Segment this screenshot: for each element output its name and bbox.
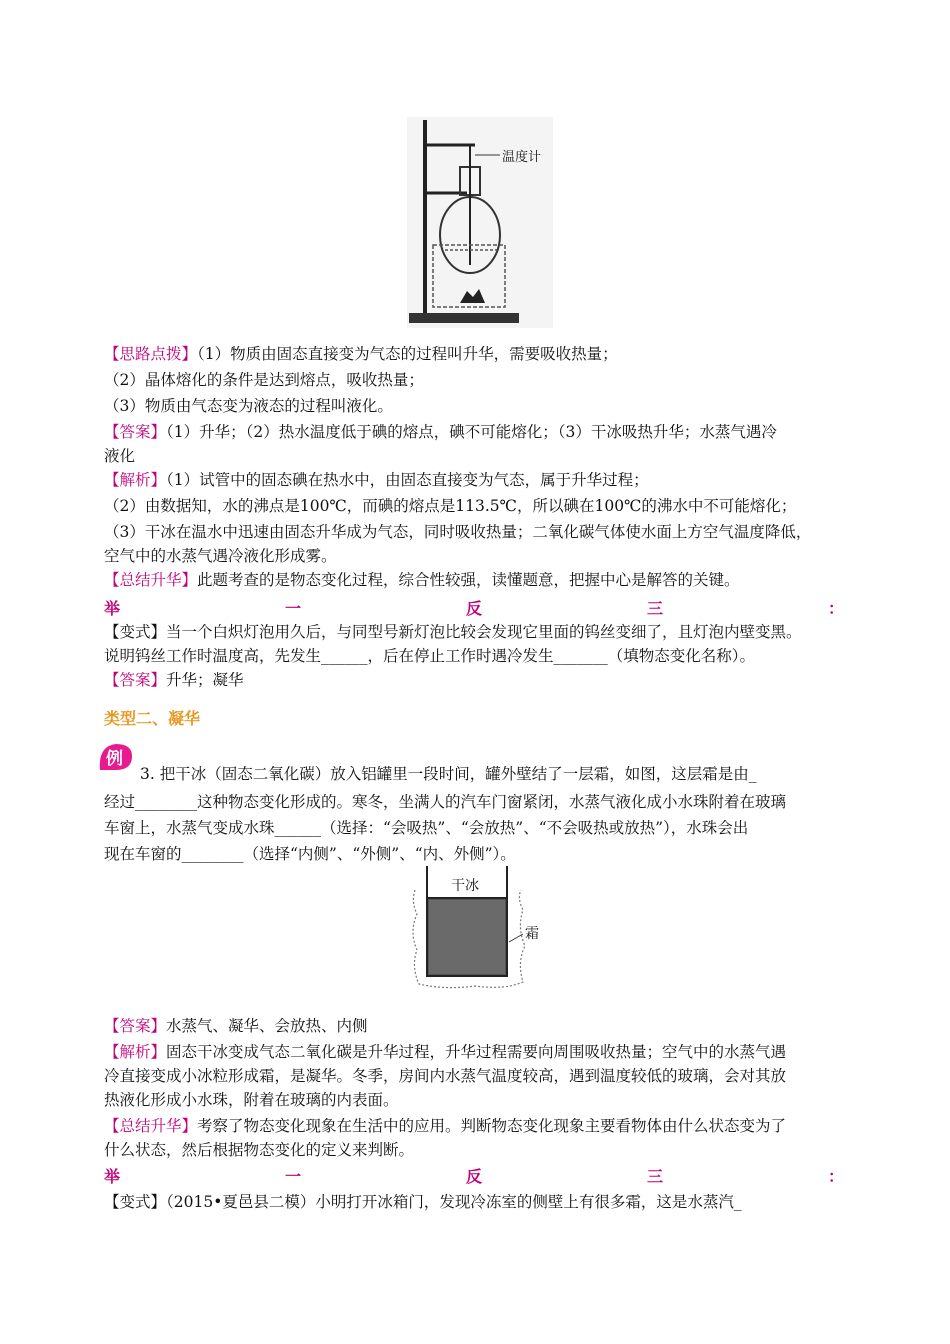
variant-line-2: 说明钨丝工作时温度高，先发生______，后在停止工作时遇冷发生_______（填物态变化名称）。	[104, 647, 756, 665]
hint-line-3: （3）物质由气态变为液态的过程叫液化。	[104, 397, 393, 415]
variant-answer-tag: 【答案】	[104, 671, 167, 689]
example-badge	[96, 740, 136, 774]
apparatus-figure	[405, 115, 555, 330]
dry-ice-label: 干冰	[451, 878, 479, 894]
variant2-tag: 【变式】	[104, 1193, 167, 1211]
variant2-line: 【变式】（2015•夏邑县二模）小明打开冰箱门，发现冷冻室的侧壁上有很多霜，这是水蒸汽_	[104, 1193, 742, 1211]
analysis-line-4: 空气中的水蒸气遇冷液化形成雾。	[104, 547, 337, 565]
frost-label: 霜	[525, 926, 539, 942]
dry-ice-figure	[405, 862, 565, 997]
question-line-1: 3. 把干冰（固态二氧化碳）放入铝罐里一段时间，罐外壁结了一层霜，如图，这层霜是由_	[140, 765, 757, 783]
example-badge-label: 例	[106, 749, 123, 769]
practice-banner-2: 举 一 反 三 ：	[104, 1167, 844, 1186]
analysis-line-1: 【解析】（1）试管中的固态碘在热水中，由固态直接变为气态，属于升华过程；	[104, 471, 649, 489]
answer-tag: 【答案】	[104, 423, 167, 441]
analysis-tag: 【解析】	[104, 471, 167, 489]
question-line-3: 车窗上，水蒸气变成水珠______（选择：“会吸热”、“会放热”、“不会吸热或放热”），水珠会出	[104, 819, 749, 837]
practice-banner: 举 一 反 三 ：	[104, 599, 844, 618]
variant-tag: 【变式】	[104, 623, 167, 641]
analysis2-line-1: 【解析】固态干冰变成气态二氧化碳是升华过程，升华过程需要向周围吸收热量；空气中的水蒸气遇	[104, 1043, 787, 1061]
summary-line: 【总结升华】此题考查的是物态变化过程，综合性较强，读懂题意，把握中心是解答的关键。	[104, 571, 740, 589]
analysis2-line-2: 冷直接变成小冰粒形成霜，是凝华。冬季，房间内水蒸气温度较高，遇到温度较低的玻璃，会对其放	[104, 1067, 787, 1085]
analysis2-tag: 【解析】	[104, 1043, 167, 1061]
section-heading: 类型二、凝华	[104, 709, 201, 728]
variant-answer-line: 【答案】升华；凝华	[104, 671, 244, 689]
summary-tag: 【总结升华】	[104, 571, 198, 589]
question-line-4: 现在车窗的________（选择“内侧”、“外侧”、“内、外侧”）。	[104, 845, 516, 863]
summary2-line-1: 【总结升华】考察了物态变化现象在生活中的应用。判断物态变化现象主要看物体由什么状态变为了	[104, 1117, 787, 1135]
summary2-line-2: 什么状态，然后根据物态变化的定义来判断。	[104, 1141, 415, 1159]
answer-line-2: 液化	[104, 447, 136, 465]
variant-line-1: 【变式】当一个白炽灯泡用久后，与同型号新灯泡比较会发现它里面的钨丝变细了，且灯泡内壁变黑。	[104, 623, 802, 641]
hint-line-1: 【思路点拨】（1）物质由固态直接变为气态的过程叫升华，需要吸收热量；	[104, 345, 618, 363]
question-line-2: 经过________这种物态变化形成的。寒冬，坐满人的汽车门窗紧闭，水蒸气液化成小水珠附着在玻璃	[104, 793, 787, 811]
thermometer-label: 温度计	[502, 150, 542, 165]
answer2-tag: 【答案】	[104, 1017, 167, 1035]
hint-line-2: （2）晶体熔化的条件是达到熔点，吸收热量；	[104, 371, 424, 389]
summary2-tag: 【总结升华】	[104, 1117, 198, 1135]
hint-tag: 【思路点拨】	[104, 345, 198, 363]
analysis-line-2: （2）由数据知，水的沸点是100℃，而碘的熔点是113.5℃，所以碘在100℃的沸水中不可能熔化；	[104, 497, 797, 515]
answer2-line: 【答案】水蒸气、凝华、会放热、内侧	[104, 1017, 368, 1035]
analysis2-line-3: 热液化形成小水珠，附着在玻璃的内表面。	[104, 1091, 399, 1109]
answer-line-1: 【答案】（1）升华；（2）热水温度低于碘的熔点，碘不可能熔化；（3）干冰吸热升华；水蒸气遇冷	[104, 423, 777, 441]
analysis-line-3: （3）干冰在温水中迅速由固态升华成为气态，同时吸收热量；二氧化碳气体使水面上方空气温度降低，	[104, 523, 812, 541]
